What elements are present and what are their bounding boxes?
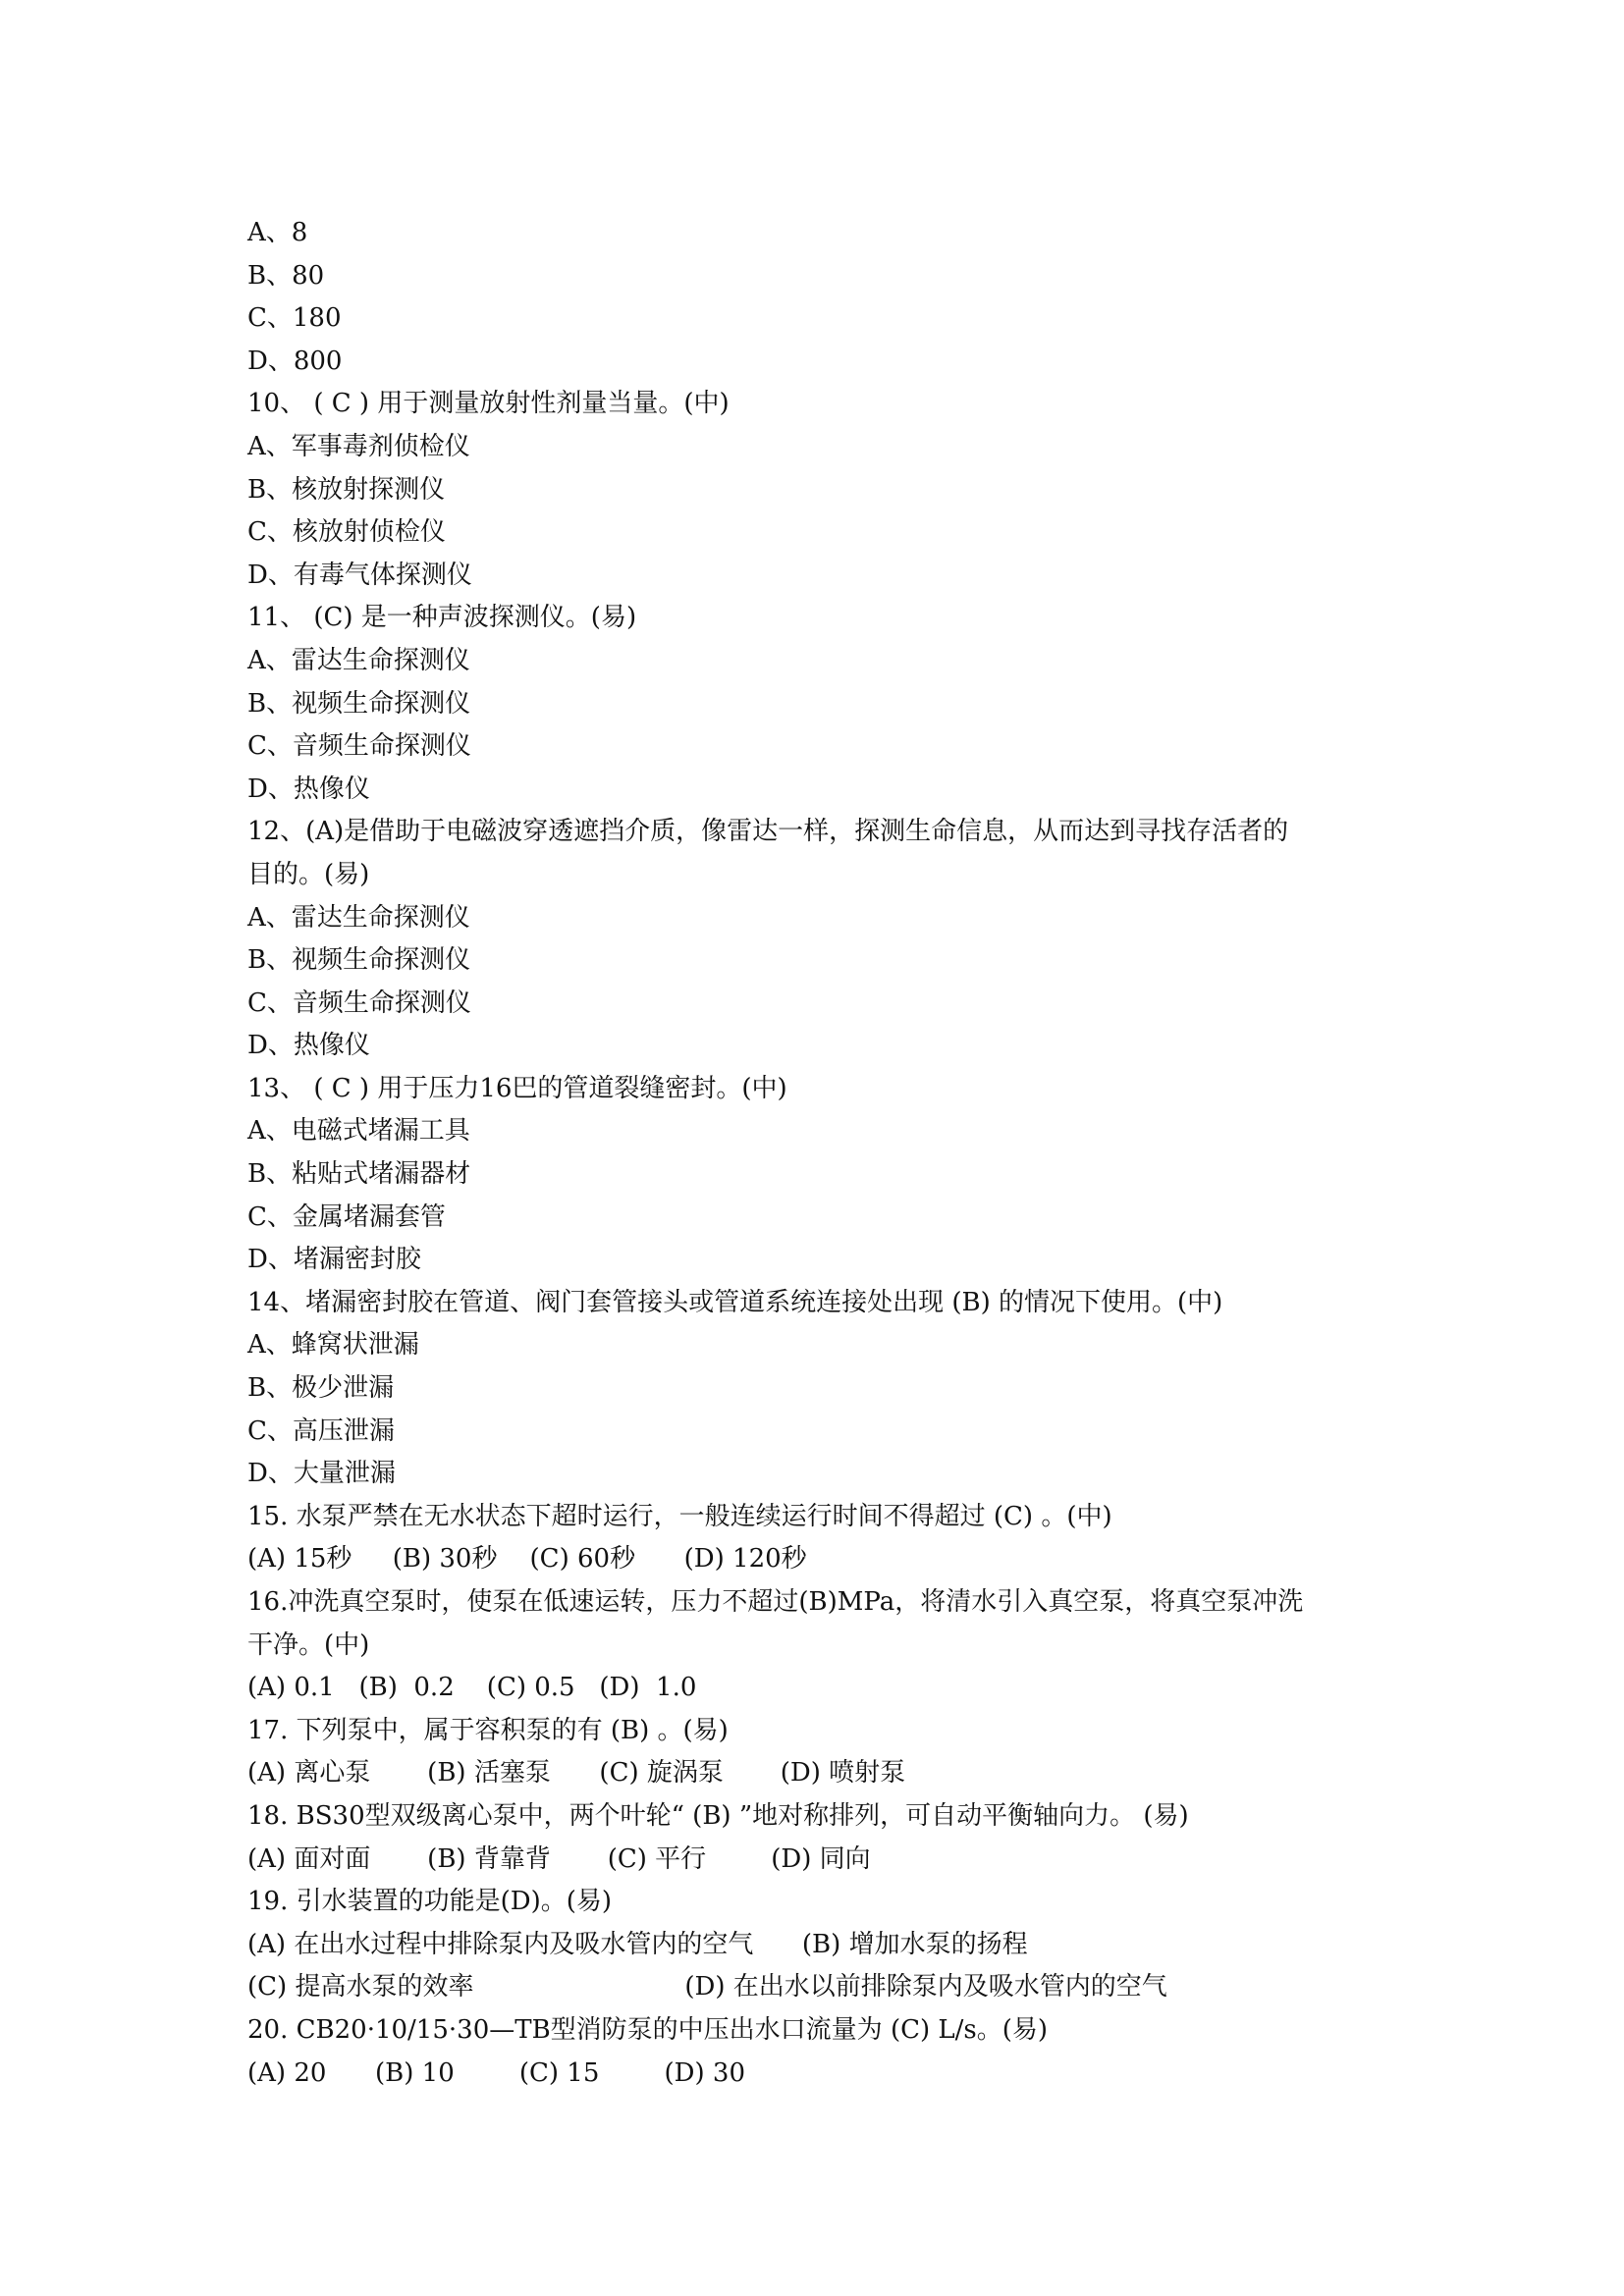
question-line: 11、 (C) 是一种声波探测仪。(易) (247, 603, 637, 633)
option-line: B、极少泄漏 (247, 1373, 395, 1404)
options-inline: (A) 20 (B) 10 (C) 15 (D) 30 (247, 2057, 745, 2088)
question-line: 10、 ( C ) 用于测量放射性剂量当量。(中) (247, 389, 730, 419)
option-line: A、电磁式堵漏工具 (247, 1116, 470, 1147)
option-line: C、音频生命探测仪 (247, 988, 471, 1018)
option-line: D、热像仪 (247, 774, 370, 804)
question-line: 17. 下列泵中，属于容积泵的有 (B) 。(易) (247, 1715, 729, 1745)
option-line: D、800 (247, 346, 343, 376)
question-line: 16.冲洗真空泵时，使泵在低速运转，压力不超过(B)MPa，将清水引入真空泵，将真空泵冲洗 (247, 1587, 1304, 1617)
option-line: A、雷达生命探测仪 (247, 645, 470, 675)
option-line: A、军事毒剂侦检仪 (247, 431, 470, 461)
question-line: 18. BS30型双级离心泵中，两个叶轮“ (B) ”地对称排列，可自动平衡轴向力。 (易) (247, 1800, 1189, 1831)
options-inline: (A) 在出水过程中排除泵内及吸水管内的空气 (B) 增加水泵的扬程 (247, 1929, 1028, 1959)
option-line: B、视频生命探测仪 (247, 945, 471, 976)
option-line: B、核放射探测仪 (247, 474, 446, 505)
question-line: 干净。(中) (247, 1629, 370, 1660)
option-line: B、80 (247, 260, 325, 291)
question-line: 15. 水泵严禁在无水状态下超时运行，一般连续运行时间不得超过 (C) 。(中) (247, 1501, 1112, 1531)
option-line: A、蜂窝状泄漏 (247, 1330, 419, 1361)
option-line: D、热像仪 (247, 1031, 370, 1061)
question-line: 20. CB20·10/15·30—TB型消防泵的中压出水口流量为 (C) L/s。(易) (247, 2014, 1049, 2045)
question-list (247, 212, 1416, 2095)
option-line: D、有毒气体探测仪 (247, 560, 472, 590)
question-line: 14、堵漏密封胶在管道、阀门套管接头或管道系统连接处出现 (B) 的情况下使用。(中) (247, 1287, 1223, 1317)
option-line: C、金属堵漏套管 (247, 1201, 446, 1232)
option-line: C、音频生命探测仪 (247, 731, 471, 762)
question-line: 目的。(易) (247, 859, 370, 889)
options-inline: (A) 0.1 (B) 0.2 (C) 0.5 (D) 1.0 (247, 1673, 697, 1703)
options-inline: (A) 离心泵 (B) 活塞泵 (C) 旋涡泵 (D) 喷射泵 (247, 1758, 906, 1789)
option-line: D、堵漏密封胶 (247, 1245, 421, 1275)
option-line: C、核放射侦检仪 (247, 517, 446, 548)
options-inline: (A) 15秒 (B) 30秒 (C) 60秒 (D) 120秒 (247, 1544, 807, 1575)
options-inline: (A) 面对面 (B) 背靠背 (C) 平行 (D) 同向 (247, 1843, 871, 1874)
option-line: B、粘贴式堵漏器材 (247, 1159, 471, 1190)
option-line: B、视频生命探测仪 (247, 688, 471, 719)
option-line: A、雷达生命探测仪 (247, 902, 470, 933)
question-line: 13、 ( C ) 用于压力16巴的管道裂缝密封。(中) (247, 1073, 787, 1103)
question-line: 19. 引水装置的功能是(D)。(易) (247, 1887, 613, 1917)
question-line: 12、(A)是借助于电磁波穿透遮挡介质，像雷达一样，探测生命信息，从而达到寻找存活者的 (247, 817, 1289, 847)
option-line: C、180 (247, 303, 342, 334)
option-line: D、大量泄漏 (247, 1459, 396, 1489)
option-line: C、高压泄漏 (247, 1415, 395, 1446)
options-inline: (C) 提高水泵的效率 (D) 在出水以前排除泵内及吸水管内的空气 (247, 1972, 1167, 2002)
option-line: A、8 (247, 218, 308, 247)
